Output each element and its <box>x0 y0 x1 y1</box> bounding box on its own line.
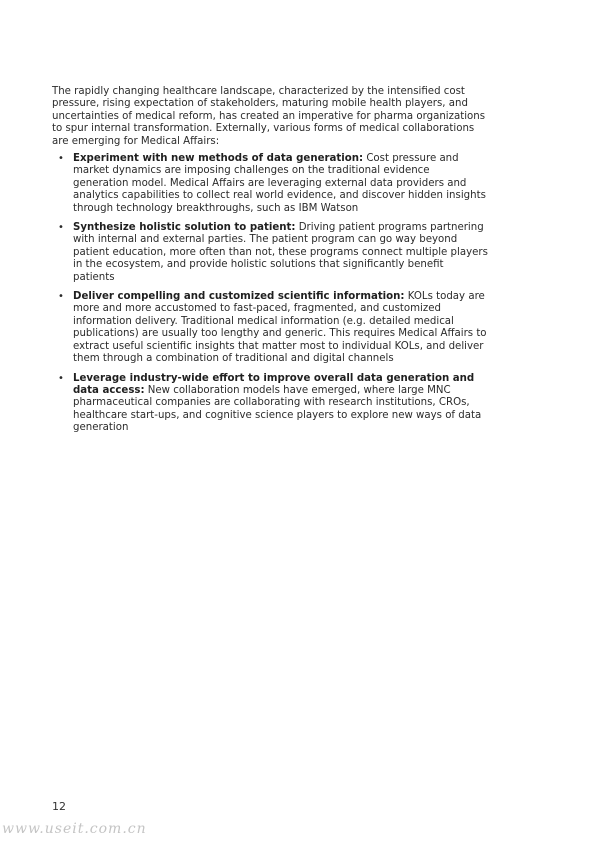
bullet-item-industry-effort <box>58 373 488 435</box>
bullet-text: Cost pressure and market dynamics are imposing challenges on the traditional evidence generation model. Medical Affairs are leveraging external data providers and analytics capabilities to collect real world evidence, and discover hidden insights through technology breakthroughs, such as IBM Watson <box>73 153 486 214</box>
bullet-list <box>58 153 488 442</box>
bullet-item-data-generation <box>58 153 488 215</box>
watermark: www.useit.com.cn <box>2 821 147 837</box>
bullet-item-scientific-information <box>58 291 488 365</box>
bullet-text: KOLs today are more and more accustomed to fast-paced, fragmented, and customized information delivery. Traditional medical information (e.g. detailed medical publications) are usually too lengthy and generic. This requires Medical Affairs to extract useful scientific insights that matter most to individual KOLs, and deliver them through a combination of traditional and digital channels <box>73 291 487 365</box>
bullet-icon: • <box>58 222 64 234</box>
bullet-text: New collaboration models have emerged, where large MNC pharmaceutical companies are collaborating with research institutions, CROs, healthcare start-ups, and cognitive science players to explore new ways of data generation <box>73 384 482 434</box>
bullet-icon: • <box>58 291 64 303</box>
page-number: 12 <box>52 800 66 813</box>
bullet-icon: • <box>58 372 64 384</box>
bullet-title: Deliver compelling and customized scientific information: <box>73 291 405 303</box>
intro-paragraph: The rapidly changing healthcare landscape, characterized by the intensified cost pressure, rising expectation of stakeholders, maturing mobile health players, and uncertainties of medical reform, has created an imperative for pharma organizations to spur internal transformation. Externally, various forms of medical collaborations are emerging for Medical Affairs: <box>52 86 486 147</box>
bullet-text: Driving patient programs partnering with internal and external parties. The patient program can go way beyond patient education, more often than not, these programs connect multiple players in the ecosystem, and provide holistic solutions that significantly benefit patients <box>73 222 488 283</box>
bullet-title: Leverage industry-wide effort to improve overall data generation and data access: <box>73 372 475 396</box>
bullet-title: Synthesize holistic solution to patient: <box>73 222 296 234</box>
bullet-title: Experiment with new methods of data generation: <box>73 153 364 164</box>
bullet-item-patient-solution <box>58 222 488 284</box>
bullet-icon: • <box>58 153 64 164</box>
